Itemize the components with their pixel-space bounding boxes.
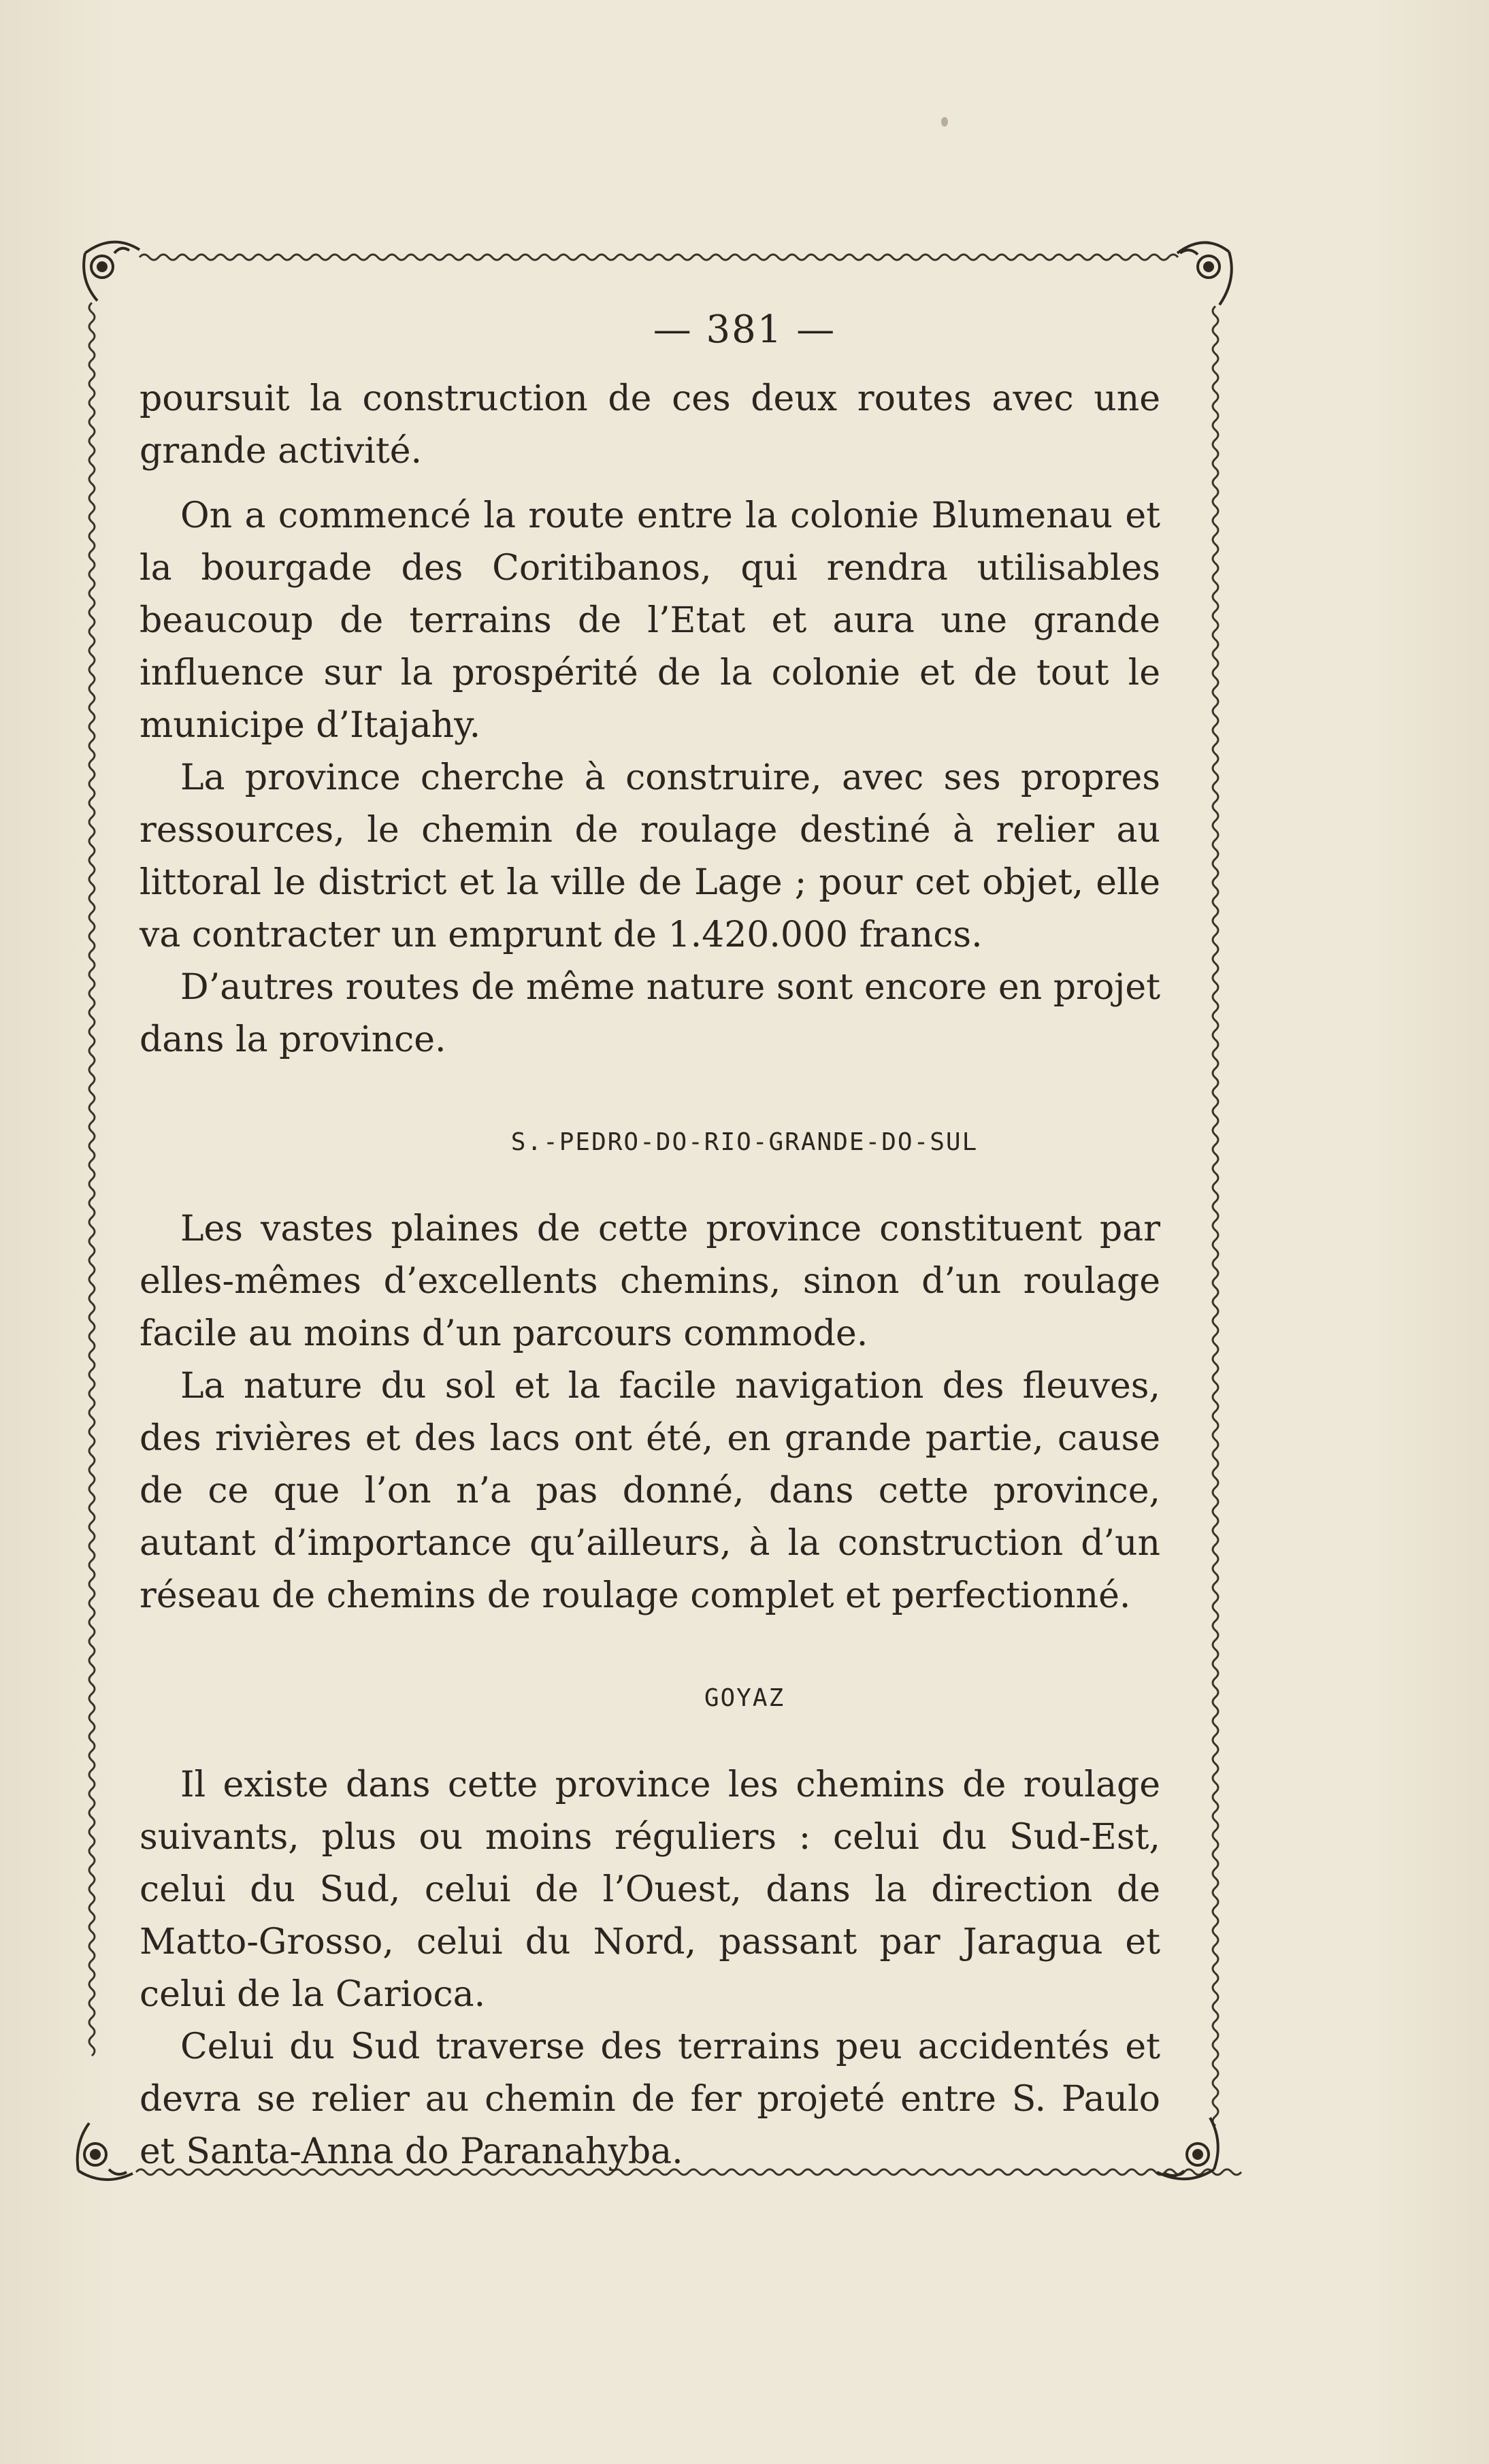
body-text-rio-grande bbox=[140, 1203, 1160, 1622]
section-heading-goyaz: GOYAZ bbox=[704, 1684, 785, 1712]
paragraph: Les vastes plaines de cette province constituent par elles-mêmes d’excellents chemins, sinon d’un roulage facile au moins d’un parcours commode. bbox=[140, 1209, 1160, 1354]
frame-top-border bbox=[140, 254, 1178, 260]
paragraph: Celui du Sud traverse des terrains peu accidentés et devra se relier au chemin de fer projeté entre S. Paulo et Santa-Anna do Paranahyba. bbox=[140, 2026, 1160, 2172]
corner-ornament-top-right bbox=[1177, 242, 1232, 305]
paragraph: Il existe dans cette province les chemins de roulage suivants, plus ou moins réguliers : celui du Sud-Est, celui du Sud, celui de l’Ouest, dans la direction de Matto-Grosso, celui du Nord, passant par Jaragua et celui de la Carioca. bbox=[140, 1764, 1160, 2015]
paragraph: On a commencé la route entre la colonie Blumenau et la bourgade des Coritibanos, qui rendra utilisables beaucoup de terrains de l’Etat et aura une grande influence sur la prospérité de la colonie et de tout le municipe d’Itajahy. bbox=[140, 495, 1160, 746]
section-heading-rio-grande: S.-PEDRO-DO-RIO-GRANDE-DO-SUL bbox=[510, 1128, 979, 1156]
paragraph: D’autres routes de même nature sont encore en projet dans la province. bbox=[140, 967, 1160, 1060]
frame-left-border bbox=[89, 303, 95, 2056]
frame-right-border bbox=[1213, 306, 1218, 2126]
corner-ornament-bottom-left bbox=[78, 2123, 133, 2180]
body-text-top bbox=[140, 373, 1160, 1066]
paragraph: La province cherche à construire, avec ses propres ressources, le chemin de roulage destiné à relier au littoral le district et la ville de Lage ; pour cet objet, elle va contracter un emprunt de 1.420.000 francs. bbox=[140, 757, 1160, 955]
corner-ornament-top-left bbox=[84, 242, 140, 301]
paragraph: La nature du sol et la facile navigation des fleuves, des rivières et des lacs ont été, en grande partie, cause de ce que l’on n’a pas donné, dans cette province, autant d’importance qu’ailleurs, à la construction d’un réseau de chemins de roulage complet et perfectionné. bbox=[140, 1366, 1160, 1616]
paragraph: poursuit la construction de ces deux routes avec une grande activité. bbox=[140, 378, 1160, 472]
page-number: — 381 — bbox=[653, 308, 836, 352]
body-text-goyaz bbox=[140, 1759, 1160, 2178]
